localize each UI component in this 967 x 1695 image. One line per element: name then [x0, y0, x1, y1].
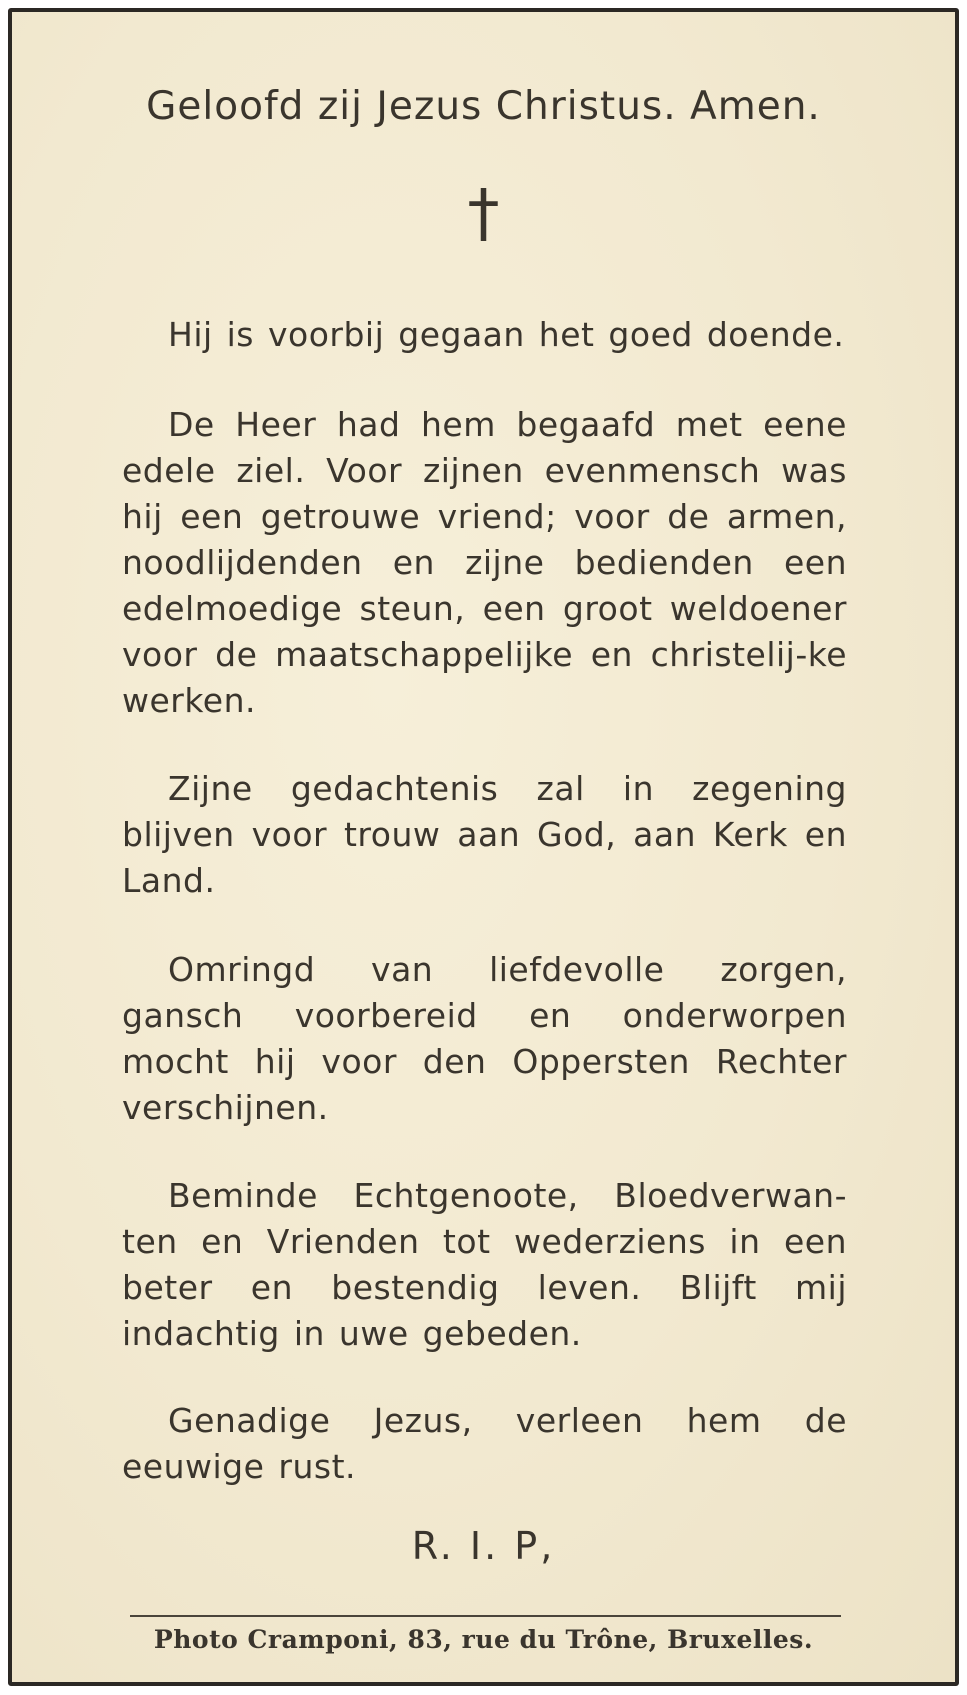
divider-rule	[130, 1615, 841, 1617]
paragraph-memory: Zijne gedachtenis zal in zegening blijven voor trouw aan God, aan Kerk en Land.	[122, 769, 847, 900]
paragraph-farewell: Beminde Echtgenoote, Bloedverwan-ten en Vrienden tot wederziens in een beter en bestendig leven. Blijft mij indachtig in uwe gebeden.	[122, 1176, 847, 1353]
card-header: Geloofd zij Jezus Christus. Amen.	[146, 84, 821, 129]
printer-imprint: Photo Cramponi, 83, rue du Trône, Bruxelles.	[153, 1625, 814, 1654]
paragraph-virtues: De Heer had hem begaafd met eene edele ziel. Voor zijnen evenmensch was hij een getrouwe vriend; voor de armen, noodlijdenden en zijne bedienden een edelmoedige steun, een groot weldoener voor de maatschappelijke en christelij-ke werken.	[122, 405, 847, 720]
memorial-card	[8, 8, 959, 1686]
closing-rip: R. I. P,	[411, 1524, 556, 1568]
paragraph-death: Omringd van liefdevolle zorgen, gansch voorbereid en onderworpen mocht hij voor den Oppersten Rechter verschijnen.	[122, 950, 847, 1127]
paragraph-motto: Hij is voorbij gegaan het goed doende.	[168, 315, 845, 354]
cross-icon: †	[467, 177, 500, 251]
paragraph-prayer: Genadige Jezus, verleen hem de eeuwige rust.	[122, 1401, 847, 1486]
